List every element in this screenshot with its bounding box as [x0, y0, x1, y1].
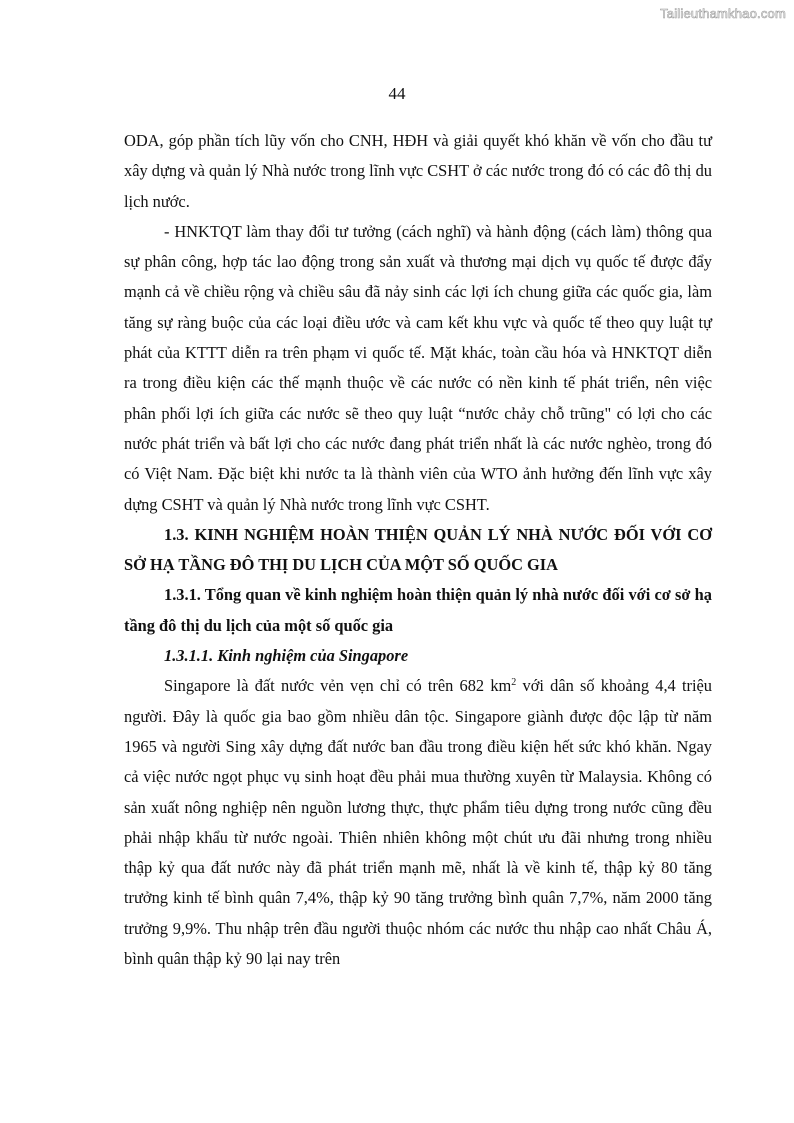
superscript-2: 2	[511, 677, 517, 689]
page-number: 44	[388, 84, 406, 103]
watermark-text: Tailieuthamkhao.com	[660, 6, 786, 21]
singapore-text-part2: với dân số khoảng 4,4 triệu người. Đây là quốc gia bao gồm nhiều dân tộc. Singapore giành được độc lập từ năm 1965 và người Sing xây dựng đất nước ban đầu trong điều kiện hết sức khó khăn. Ngay cả việc nước ngọt phục vụ sinh hoạt đều phải mua thường xuyên từ Malaysia. Không có sản xuất nông nghiệp nên nguồn lương thực, thực phẩm tiêu dựng trong nước cũng đều phải nhập khẩu từ nước ngoài. Thiên nhiên không một chút ưu đãi nhưng trong nhiều thập kỷ qua đất nước này đã phát triển mạnh mẽ, nhất là về kinh tế, thập kỷ 80 tăng trưởng kinh tế bình quân 7,4%, thập kỷ 90 tăng trưởng bình quân 7,7%, năm 2000 tăng trưởng 9,9%. Thu nhập trên đầu người thuộc nhóm các nước thu nhập cao nhất Châu Á, bình quân thập kỷ 90 lại nay trên	[124, 676, 712, 969]
paragraph-singapore	[124, 671, 712, 974]
paragraph-oda: ODA, góp phần tích lũy vốn cho CNH, HĐH và giải quyết khó khăn về vốn cho đầu tư xây dựng và quản lý Nhà nước trong lĩnh vực CSHT ở các nước trong đó có các đô thị du lịch nước.	[124, 131, 712, 211]
section-heading-1-3-1-1: 1.3.1.1. Kinh nghiệm của Singapore	[164, 646, 409, 666]
section-heading-1-3-1: 1.3.1. Tổng quan về kinh nghiệm hoàn thiện quản lý nhà nước đối với cơ sở hạ tầng đô thị du lịch của một số quốc gia	[124, 585, 712, 635]
document-body	[124, 126, 712, 974]
paragraph-hnktqt: - HNKTQT làm thay đổi tư tưởng (cách nghĩ) và hành động (cách làm) thông qua sự phân công, hợp tác lao động trong sản xuất và thương mại dịch vụ quốc tế được đẩy mạnh cả về chiều rộng và chiều sâu đã nảy sinh các lợi ích chung giữa các quốc gia, làm tăng sự ràng buộc của các loại điều ước và cam kết khu vực và quốc tế theo quy luật tự phát của KTTT diễn ra trên phạm vi quốc tế. Mặt khác, toàn cầu hóa và HNKTQT diễn ra trong điều kiện các thế mạnh thuộc về các nước có nền kinh tế phát triển, nên việc phân phối lợi ích giữa các nước sẽ theo quy luật “nước chảy chỗ trũng" có lợi cho các nước phát triển và bất lợi cho các nước đang phát triển nhất là các nước nghèo, trong đó có Việt Nam. Đặc biệt khi nước ta là thành viên của WTO ảnh hưởng đến lĩnh vực xây dựng CSHT và quản lý Nhà nước trong lĩnh vực CSHT.	[124, 221, 712, 514]
singapore-text-part1: Singapore là đất nước vẻn vẹn chỉ có trên 682 km	[164, 676, 512, 696]
section-heading-1-3: 1.3. KINH NGHIỆM HOÀN THIỆN QUẢN LÝ NHÀ NƯỚC ĐỐI VỚI CƠ SỞ HẠ TẦNG ĐÔ THỊ DU LỊCH CỦA MỘT SỐ QUỐC GIA	[124, 524, 712, 575]
